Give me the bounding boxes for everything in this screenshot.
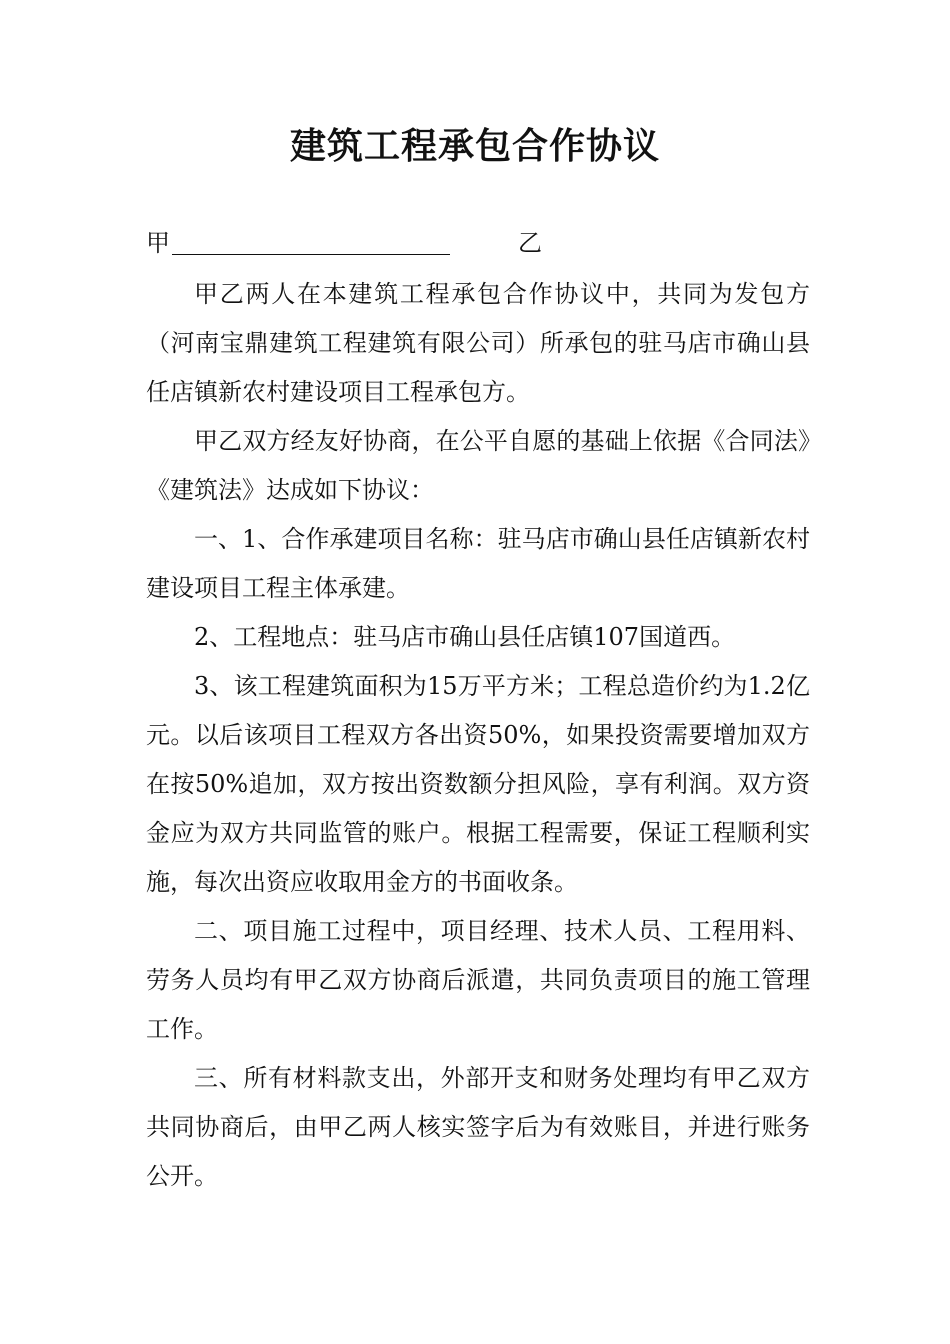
document-title: 建筑工程承包合作协议 — [289, 125, 660, 167]
party-a-blank-line — [172, 254, 450, 255]
paragraph-clause-3: 三、所有材料款支出，外部开支和财务处理均有甲乙双方共同协商后，由甲乙两人核实签字后为有效账目，并进行账务公开。 — [146, 1064, 810, 1190]
parties-line — [146, 226, 806, 260]
party-b-label: 乙 — [518, 229, 542, 257]
paragraph-clause-1-2: 2、工程地点：驻马店市确山县任店镇107国道西。 — [194, 623, 736, 651]
paragraph-clause-1-3: 3、该工程建筑面积为15万平方米；工程总造价约为1.2亿元。以后该项目工程双方各出资50%，如果投资需要增加双方在按50%追加，双方按出资数额分担风险，享有利润。双方资金应为双方共同监管的账户。根据工程需要，保证工程顺利实施，每次出资应收取用金方的书面收条。 — [146, 672, 810, 896]
paragraph-intro: 甲乙两人在本建筑工程承包合作协议中，共同为发包方（河南宝鼎建筑工程建筑有限公司）所承包的驻马店市确山县任店镇新农村建设项目工程承包方。 — [146, 280, 810, 406]
agreement-body — [146, 270, 810, 1201]
party-a-label: 甲 — [146, 229, 170, 257]
paragraph-basis: 甲乙双方经友好协商，在公平自愿的基础上依据《合同法》《建筑法》达成如下协议： — [146, 427, 810, 504]
paragraph-clause-2: 二、项目施工过程中，项目经理、技术人员、工程用料、劳务人员均有甲乙双方协商后派遣，共同负责项目的施工管理工作。 — [146, 917, 810, 1043]
paragraph-clause-1-1: 一、1、合作承建项目名称：驻马店市确山县任店镇新农村建设项目工程主体承建。 — [146, 525, 810, 602]
